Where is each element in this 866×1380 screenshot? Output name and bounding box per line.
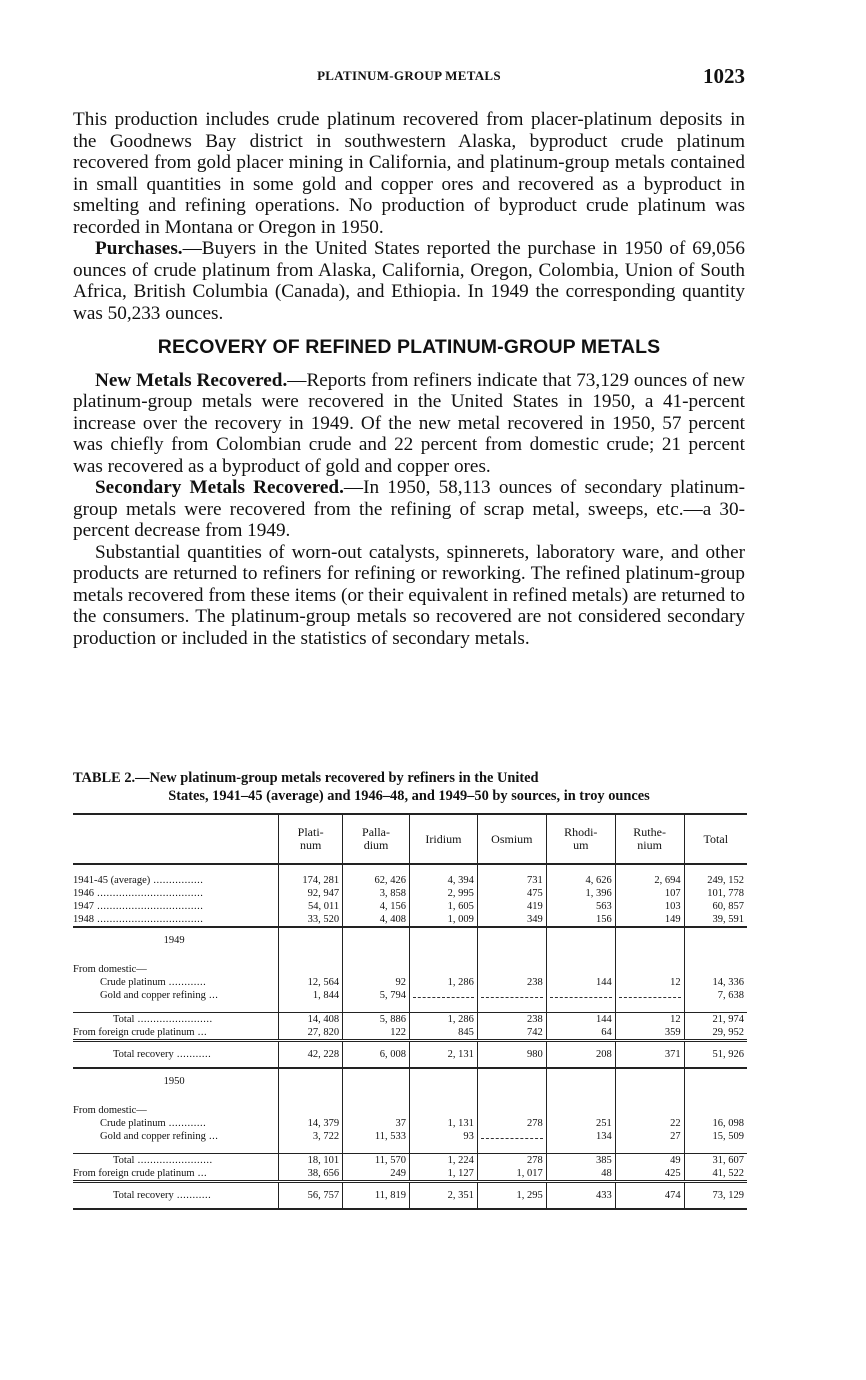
- table-cell: [279, 1068, 343, 1098]
- table-cell: 27: [615, 1130, 684, 1143]
- table-row: [73, 989, 747, 1002]
- row-label-text: Total recovery: [113, 1189, 174, 1201]
- table-cell: [409, 957, 477, 976]
- table-cell: 475: [477, 887, 546, 900]
- table-cell: 2, 995: [409, 887, 477, 900]
- row-label: [73, 1130, 279, 1143]
- table-cell: [546, 989, 615, 1002]
- table-cell: 144: [546, 1012, 615, 1026]
- table-cell: 7, 638: [684, 989, 747, 1002]
- table-cell: 49: [615, 1153, 684, 1167]
- table-cell: 419: [477, 900, 546, 913]
- table-cell: 33, 520: [279, 913, 343, 927]
- row-label: [73, 900, 279, 913]
- table-cell: [615, 1098, 684, 1117]
- table-cell: [546, 927, 615, 957]
- table-cell: [343, 864, 410, 874]
- table-cell: [615, 1143, 684, 1153]
- table-cell: 385: [546, 1153, 615, 1167]
- table-cell: 156: [546, 913, 615, 927]
- table-cell: [546, 1143, 615, 1153]
- table-cell: [684, 1002, 747, 1012]
- table-cell: 278: [477, 1117, 546, 1130]
- row-label: [73, 1040, 279, 1068]
- table-cell: [409, 1002, 477, 1012]
- leader-dots: ..................................: [94, 901, 204, 912]
- table-cell: 64: [546, 1026, 615, 1041]
- table-cell: 1, 009: [409, 913, 477, 927]
- table-row: [73, 1026, 747, 1041]
- table-cell: 980: [477, 1040, 546, 1068]
- table-cell: 845: [409, 1026, 477, 1041]
- table-cell: [615, 864, 684, 874]
- table-cell: [546, 1068, 615, 1098]
- purchases-text: —Buyers in the United States reported the purchase in 1950 of 69,056 ounces of crude platinum from Alaska, California, Oregon, Colombia, Union of South Africa, British Columbia (Canada), and Ethiopia. In 1949 the corresponding quantity was 50,233 ounces.: [73, 238, 745, 324]
- table-cell: [477, 1002, 546, 1012]
- table-cell: [343, 1098, 410, 1117]
- table-cell: [343, 1143, 410, 1153]
- empty-dash: [413, 989, 474, 998]
- table-cell: 14, 408: [279, 1012, 343, 1026]
- row-label: [73, 1012, 279, 1026]
- table-cell: [684, 1098, 747, 1117]
- spacer-row: [73, 1002, 747, 1012]
- secondary-metals-text: —In 1950, 58,113 ounces of secondary platinum-group metals were recovered from the refining of scrap metal, sweeps, etc.—a 30-percent decrease from 1949.: [73, 477, 746, 541]
- row-label-text: 1946: [73, 888, 94, 899]
- leader-dots: ............: [165, 1118, 207, 1129]
- spacer-row: [73, 864, 747, 874]
- leader-dots: ........................: [134, 1013, 213, 1025]
- table-cell: 5, 886: [343, 1012, 410, 1026]
- table-cell: 144: [546, 976, 615, 989]
- table-cell: [477, 1130, 546, 1143]
- leader-dots: ...: [205, 990, 219, 1001]
- total-recovery-row: [73, 1040, 747, 1068]
- row-label: [73, 1026, 279, 1041]
- from-domestic-row: [73, 957, 747, 976]
- table-cell: [546, 1098, 615, 1117]
- new-metals-lead: New Metals Recovered.: [95, 369, 288, 391]
- table-cell: 349: [477, 913, 546, 927]
- row-label: [73, 1153, 279, 1167]
- year-heading-row: [73, 1068, 747, 1098]
- table-cell: 4, 156: [343, 900, 410, 913]
- table-cell: 149: [615, 913, 684, 927]
- table-cell: [279, 864, 343, 874]
- table-row: [73, 1130, 747, 1143]
- row-label: [73, 1181, 279, 1209]
- row-label: [73, 887, 279, 900]
- table-cell: 18, 101: [279, 1153, 343, 1167]
- table-cell: 92: [343, 976, 410, 989]
- table-cell: 2, 351: [409, 1181, 477, 1209]
- table-cell: 56, 757: [279, 1181, 343, 1209]
- table-caption: [73, 769, 745, 805]
- table-row: [73, 900, 747, 913]
- table-cell: 14, 379: [279, 1117, 343, 1130]
- running-head: [73, 64, 745, 88]
- table-cell: 1, 396: [546, 887, 615, 900]
- table-cell: [477, 927, 546, 957]
- spacer-row: [73, 1143, 747, 1153]
- row-label: [73, 976, 279, 989]
- paragraph-new-metals: [73, 370, 745, 478]
- table-cell: 92, 947: [279, 887, 343, 900]
- table-cell: 425: [615, 1167, 684, 1182]
- table-row: [73, 874, 747, 887]
- table-cell: 742: [477, 1026, 546, 1041]
- secondary-metals-lead: Secondary Metals Recovered.: [95, 477, 344, 498]
- table-cell: 1, 844: [279, 989, 343, 1002]
- table-cell: 62, 426: [343, 874, 410, 887]
- paragraph-substantial: Substantial quantities of worn-out catalysts, spinnerets, laboratory ware, and other products are returned to refiners for refining or reworking. The refined platinum-group metals recovered from these items (or their equivalent in refined metals) are returned to the consumers. The platinum-group metals so recovered are not considered secondary production or included in the statistics of secondary metals.: [73, 541, 745, 649]
- table-cell: [477, 989, 546, 1002]
- empty-dash: [481, 1130, 543, 1139]
- table-cell: [546, 864, 615, 874]
- row-label: [73, 989, 279, 1002]
- row-label: [73, 1098, 279, 1117]
- table-cell: [409, 989, 477, 1002]
- table-cell: [477, 1068, 546, 1098]
- table-cell: [615, 957, 684, 976]
- table-cell: 563: [546, 900, 615, 913]
- table-cell: 42, 228: [279, 1040, 343, 1068]
- table-cell: 38, 656: [279, 1167, 343, 1182]
- table-cell: 1, 605: [409, 900, 477, 913]
- table-cell: 37: [343, 1117, 410, 1130]
- empty-dash: [550, 989, 612, 998]
- table-cell: 54, 011: [279, 900, 343, 913]
- table-cell: 278: [477, 1153, 546, 1167]
- table-cell: 48: [546, 1167, 615, 1182]
- row-label: [73, 957, 279, 976]
- table-cell: [615, 1002, 684, 1012]
- leader-dots: ........................: [134, 1154, 213, 1166]
- table-cell: [409, 927, 477, 957]
- table-cell: 6, 008: [343, 1040, 410, 1068]
- leader-dots: ...: [194, 1167, 208, 1179]
- from-domestic-row: [73, 1098, 747, 1117]
- leader-dots: ...: [194, 1026, 208, 1038]
- purchases-lead: Purchases.: [95, 238, 183, 259]
- row-label-text: Total: [113, 1013, 135, 1025]
- table-cell: [409, 1068, 477, 1098]
- table-cell: 4, 626: [546, 874, 615, 887]
- table-cell: [279, 1098, 343, 1117]
- table-cell: 31, 607: [684, 1153, 747, 1167]
- empty-dash: [481, 989, 543, 998]
- table-cell: [615, 1068, 684, 1098]
- table-cell: 1, 286: [409, 1012, 477, 1026]
- row-label: [73, 927, 279, 957]
- row-label: [73, 1143, 279, 1153]
- table-cell: 21, 974: [684, 1012, 747, 1026]
- table-cell: [477, 957, 546, 976]
- table-cell: 12, 564: [279, 976, 343, 989]
- table-cell: 1, 224: [409, 1153, 477, 1167]
- paragraph-production: This production includes crude platinum recovered from placer-platinum deposits in the Goodnews Bay district in southwestern Alaska, byproduct crude platinum recovered from gold placer mining in California, and platinum-group metals contained in small quantities in some gold and copper ores and recovered as a byproduct in smelting and refining operations. No production of byproduct crude platinum was recorded in Montana or Oregon in 1950.: [73, 109, 745, 238]
- table-cell: [477, 1143, 546, 1153]
- header-iridium: Iridium: [409, 814, 477, 864]
- leader-dots: ..................................: [94, 914, 204, 925]
- table-cell: 107: [615, 887, 684, 900]
- leader-dots: ...........: [173, 1189, 212, 1201]
- table-cell: 4, 394: [409, 874, 477, 887]
- row-label-text: 1941-45 (average): [73, 875, 151, 886]
- table-cell: 101, 778: [684, 887, 747, 900]
- table-cell: 359: [615, 1026, 684, 1041]
- row-label-text: 1949: [163, 935, 185, 946]
- table-cell: 93: [409, 1130, 477, 1143]
- table-cell: 4, 408: [343, 913, 410, 927]
- table-cell: 41, 522: [684, 1167, 747, 1182]
- paragraph-secondary-metals: [73, 477, 745, 542]
- table-cell: 1, 286: [409, 976, 477, 989]
- row-label-text: From foreign crude platinum: [73, 1026, 195, 1038]
- row-label: [73, 1117, 279, 1130]
- table-cell: 238: [477, 976, 546, 989]
- table-cell: [684, 864, 747, 874]
- table-cell: 11, 819: [343, 1181, 410, 1209]
- row-label-text: Crude platinum: [100, 1118, 166, 1129]
- table-cell: 1, 127: [409, 1167, 477, 1182]
- table-cell: [279, 957, 343, 976]
- table-cell: [546, 1002, 615, 1012]
- table-cell: 60, 857: [684, 900, 747, 913]
- table-cell: 238: [477, 1012, 546, 1026]
- header-ruthenium: Ruthe- nium: [615, 814, 684, 864]
- table-cell: 22: [615, 1117, 684, 1130]
- table-caption-line-2: States, 1941–45 (average) and 1946–48, and 1949–50 by sources, in troy ounces: [168, 788, 650, 804]
- header-platinum: Plati- num: [279, 814, 343, 864]
- table-cell: 39, 591: [684, 913, 747, 927]
- table-cell: 371: [615, 1040, 684, 1068]
- table-cell: [684, 1068, 747, 1098]
- table-cell: 12: [615, 976, 684, 989]
- table-cell: 15, 509: [684, 1130, 747, 1143]
- table-cell: 1, 295: [477, 1181, 546, 1209]
- row-label: [73, 913, 279, 927]
- total-recovery-row: [73, 1181, 747, 1209]
- section-heading: RECOVERY OF REFINED PLATINUM-GROUP METALS: [157, 336, 661, 358]
- table-cell: [343, 1068, 410, 1098]
- row-label-text: 1947: [73, 901, 94, 912]
- table-cell: [343, 957, 410, 976]
- table-cell: 51, 926: [684, 1040, 747, 1068]
- table-cell: [684, 957, 747, 976]
- table-cell: [409, 864, 477, 874]
- table-header-row: [73, 814, 747, 864]
- table-cell: 11, 533: [343, 1130, 410, 1143]
- table-cell: [409, 1143, 477, 1153]
- table-cell: 73, 129: [684, 1181, 747, 1209]
- table-cell: 2, 131: [409, 1040, 477, 1068]
- table-cell: 3, 722: [279, 1130, 343, 1143]
- table-cell: 474: [615, 1181, 684, 1209]
- header-stub: [73, 814, 279, 864]
- row-label: [73, 874, 279, 887]
- table-cell: [279, 1143, 343, 1153]
- row-label-text: 1948: [73, 914, 94, 925]
- table-cell: [684, 927, 747, 957]
- table-body: [73, 864, 747, 1209]
- row-label: [73, 1068, 279, 1098]
- table-cell: 249: [343, 1167, 410, 1182]
- table-row: [73, 976, 747, 989]
- row-label-text: Gold and copper refining: [100, 1131, 206, 1142]
- row-label-text: Gold and copper refining: [100, 990, 206, 1001]
- table-cell: 731: [477, 874, 546, 887]
- table-cell: [477, 864, 546, 874]
- table-row: [73, 913, 747, 927]
- table-cell: 122: [343, 1026, 410, 1041]
- table-row: [73, 887, 747, 900]
- table-cell: 29, 952: [684, 1026, 747, 1041]
- table-cell: 134: [546, 1130, 615, 1143]
- table-caption-line-1: TABLE 2.—New platinum-group metals recovered by refiners in the United: [73, 770, 539, 786]
- table-cell: [546, 957, 615, 976]
- recovery-table: [73, 813, 747, 1210]
- table-cell: [684, 1143, 747, 1153]
- table-cell: [409, 1098, 477, 1117]
- table-cell: [343, 927, 410, 957]
- row-label: [73, 864, 279, 874]
- row-label-text: Crude platinum: [100, 977, 166, 988]
- table-cell: 3, 858: [343, 887, 410, 900]
- table-cell: 433: [546, 1181, 615, 1209]
- header-total: Total: [684, 814, 747, 864]
- table-cell: [343, 1002, 410, 1012]
- paragraph-purchases: [73, 238, 745, 324]
- table-cell: 12: [615, 1012, 684, 1026]
- table-cell: 27, 820: [279, 1026, 343, 1041]
- table-cell: 174, 281: [279, 874, 343, 887]
- year-heading-row: [73, 927, 747, 957]
- table-cell: 1, 131: [409, 1117, 477, 1130]
- leader-dots: ..................................: [94, 888, 204, 899]
- table-cell: [279, 927, 343, 957]
- table-cell: [615, 927, 684, 957]
- running-title: PLATINUM-GROUP METALS: [317, 68, 501, 83]
- row-label-text: 1950: [163, 1076, 185, 1087]
- table-cell: 103: [615, 900, 684, 913]
- table-cell: 2, 694: [615, 874, 684, 887]
- header-palladium: Palla- dium: [343, 814, 410, 864]
- table-cell: 16, 098: [684, 1117, 747, 1130]
- leader-dots: ...: [205, 1131, 219, 1142]
- new-metals-text: —Reports from refiners indicate that 73,129 ounces of new platinum-group metals were recovered in the United States in 1950, a 41-percent increase over the recovery in 1949. Of the new metal recovered in 1950, 57 percent was chiefly from Colombian crude and 22 percent from domestic crude; 21 percent was recovered as a byproduct of gold and copper ores.: [73, 369, 746, 477]
- header-osmium: Osmium: [477, 814, 546, 864]
- row-label-text: Total: [113, 1154, 135, 1166]
- header-rhodium: Rhodi- um: [546, 814, 615, 864]
- table-row: [73, 1117, 747, 1130]
- table-cell: [477, 1098, 546, 1117]
- table-cell: 1, 017: [477, 1167, 546, 1182]
- row-label-text: Total recovery: [113, 1048, 174, 1060]
- table-cell: [279, 1002, 343, 1012]
- leader-dots: ................: [150, 875, 204, 886]
- body-text: [73, 109, 745, 649]
- empty-dash: [619, 989, 681, 998]
- table-cell: [615, 989, 684, 1002]
- table-row: [73, 1153, 747, 1167]
- table-cell: 14, 336: [684, 976, 747, 989]
- row-label-text: From domestic—: [73, 1105, 147, 1116]
- table-cell: 208: [546, 1040, 615, 1068]
- row-label: [73, 1002, 279, 1012]
- table-cell: 251: [546, 1117, 615, 1130]
- row-label-text: From foreign crude platinum: [73, 1167, 195, 1179]
- table-cell: 249, 152: [684, 874, 747, 887]
- page-number: 1023: [703, 64, 745, 88]
- leader-dots: ...........: [173, 1048, 212, 1060]
- row-label: [73, 1167, 279, 1182]
- table-cell: 11, 570: [343, 1153, 410, 1167]
- table-row: [73, 1012, 747, 1026]
- table-row: [73, 1167, 747, 1182]
- leader-dots: ............: [165, 977, 207, 988]
- row-label-text: From domestic—: [73, 964, 147, 975]
- table-cell: 5, 794: [343, 989, 410, 1002]
